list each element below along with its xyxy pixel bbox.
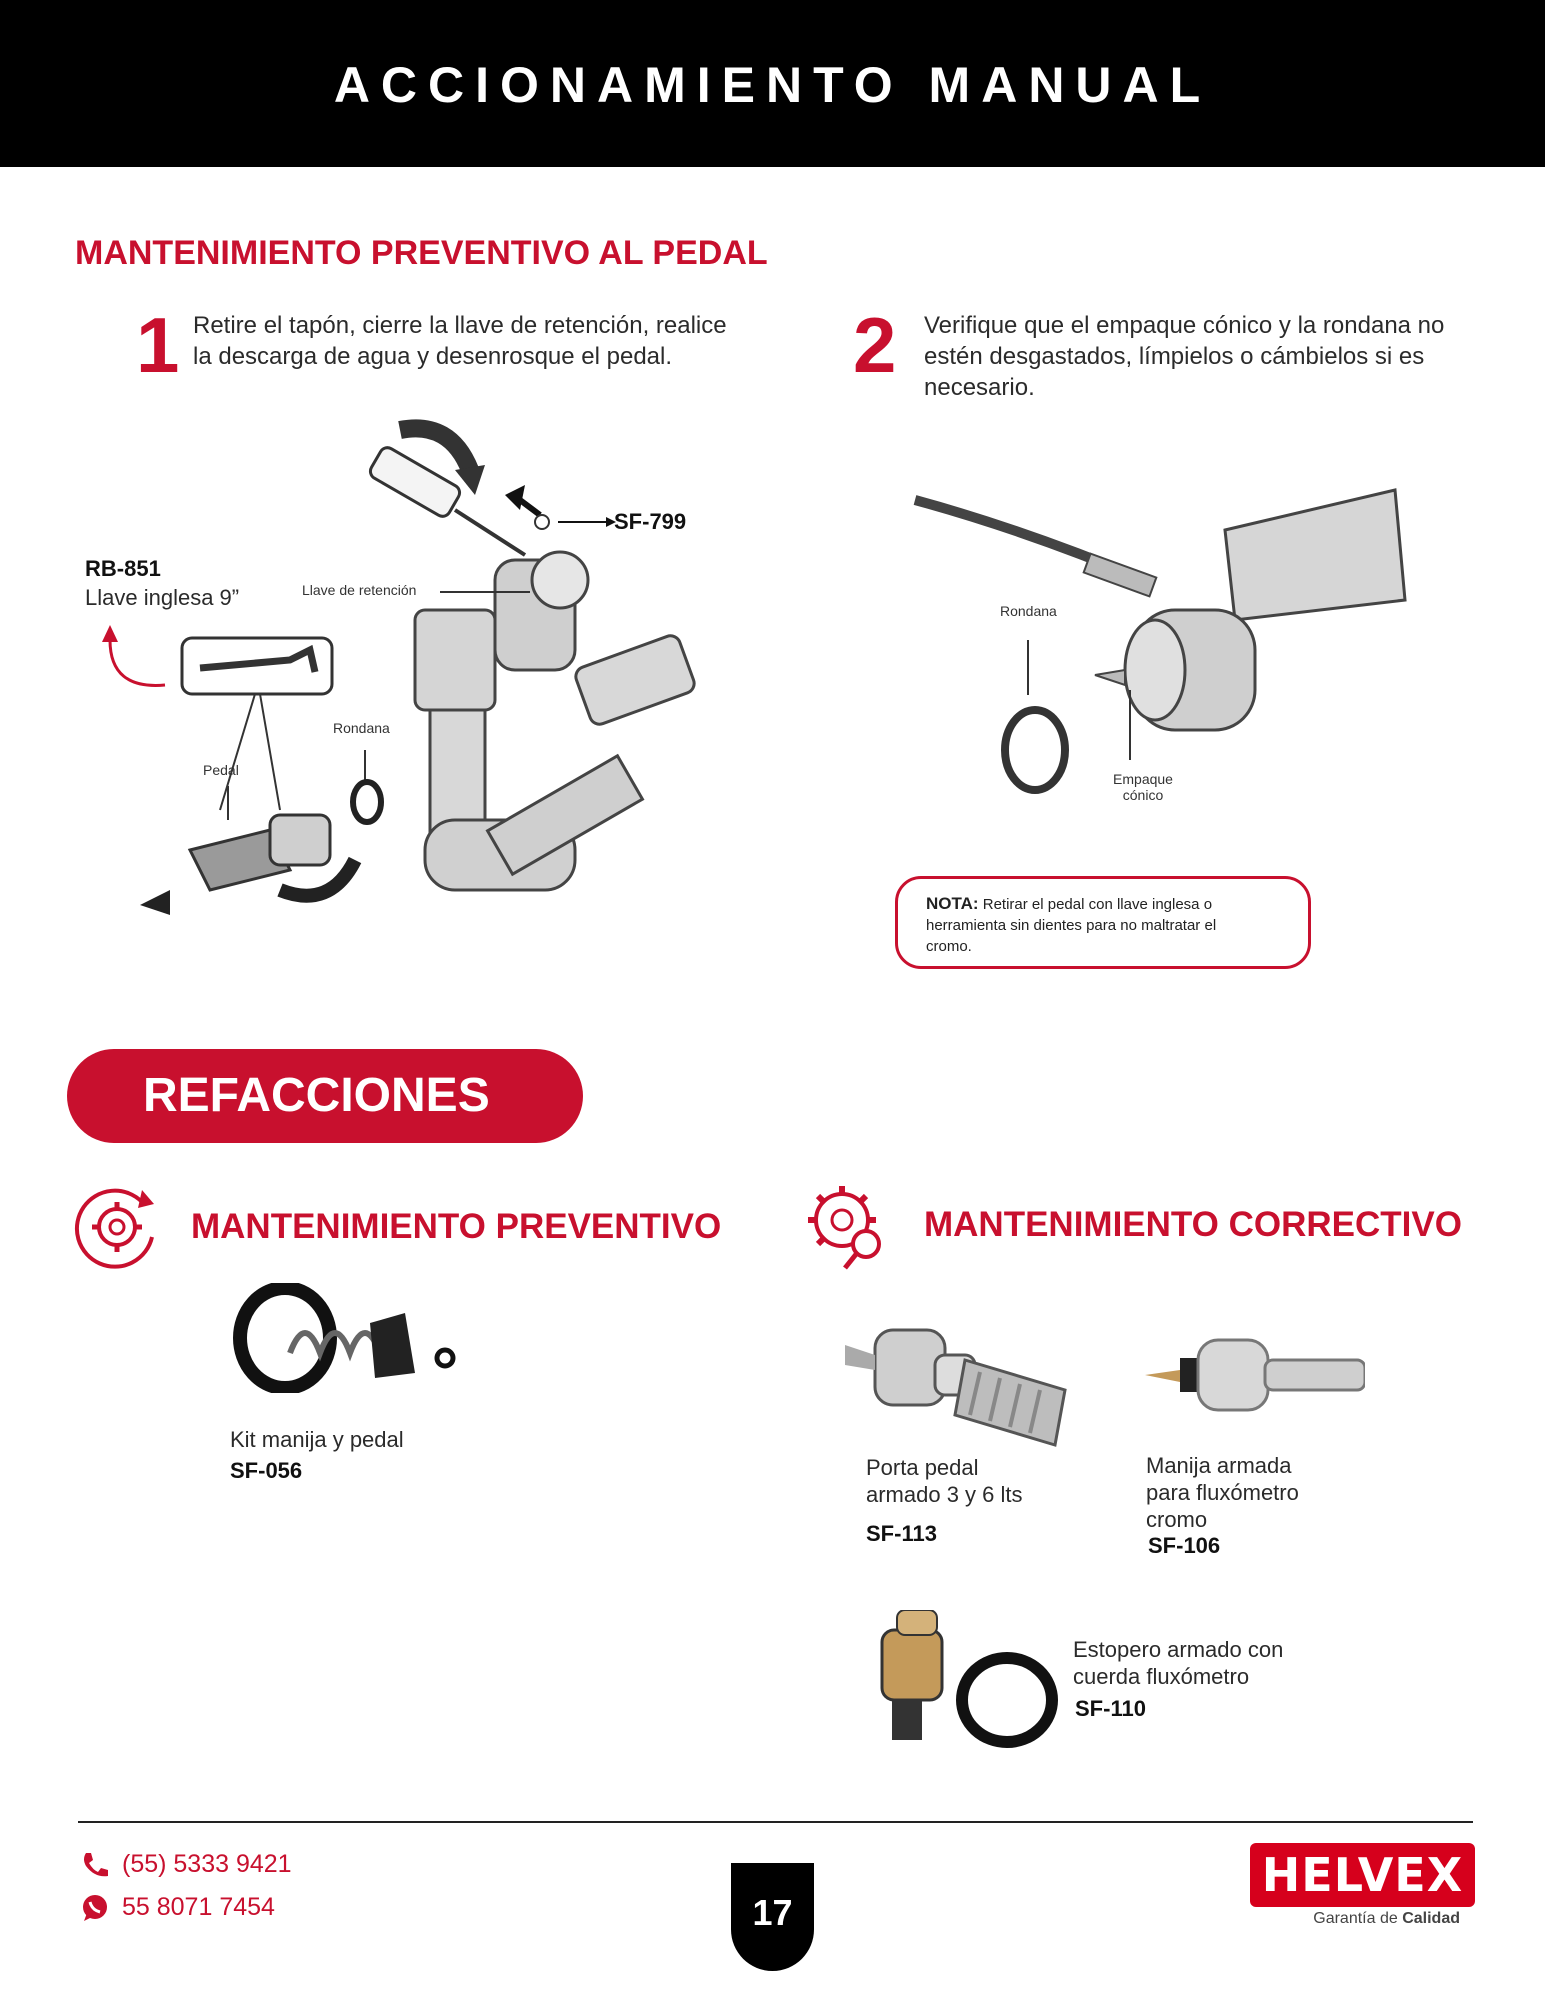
pedal-icon xyxy=(190,815,330,890)
sf113-line-2: armado 3 y 6 lts xyxy=(866,1482,1023,1507)
sf110-line-2: cuerda fluxómetro xyxy=(1073,1664,1250,1689)
label-llave-retencion: Llave de retención xyxy=(302,582,417,598)
label-empaque-conico xyxy=(1108,771,1178,803)
correctivo-title: MANTENIMIENTO CORRECTIVO xyxy=(924,1205,1462,1244)
part-name-sf056: Kit manija y pedal xyxy=(230,1427,404,1452)
footer-divider xyxy=(78,1821,1473,1823)
sf106-line-1: Manija armada xyxy=(1146,1453,1292,1478)
label-rondana-2: Rondana xyxy=(1000,603,1057,619)
preventivo-title: MANTENIMIENTO PREVENTIVO xyxy=(191,1207,722,1246)
label-rondana-1: Rondana xyxy=(333,720,390,736)
part-code-sf106: SF-106 xyxy=(1148,1533,1221,1558)
sf110-line-1: Estopero armado con xyxy=(1073,1637,1284,1662)
pedal-removal-diagram xyxy=(70,410,730,930)
refacciones-pill: REFACCIONES xyxy=(67,1049,583,1143)
part-code-sf110: SF-110 xyxy=(1075,1696,1146,1721)
part-code-sf113: SF-113 xyxy=(866,1521,937,1546)
phone-icon xyxy=(80,1850,110,1880)
nota-line-2: herramienta sin dientes para no maltratar el xyxy=(926,917,1217,934)
whatsapp-number[interactable]: 55 8071 7454 xyxy=(122,1893,275,1921)
brand-tagline xyxy=(1250,1910,1460,1928)
label-pedal: Pedal xyxy=(203,762,239,778)
inspection-diagram xyxy=(905,470,1425,810)
nota-line-3: cromo. xyxy=(926,938,972,955)
valve-body-icon xyxy=(415,552,697,890)
tool-code: RB-851 xyxy=(85,556,161,581)
kit-manija-pedal-image xyxy=(230,1283,460,1393)
porta-pedal-image xyxy=(845,1320,1075,1450)
section-title: MANTENIMIENTO PREVENTIVO AL PEDAL xyxy=(75,234,768,272)
estopero-image xyxy=(862,1610,1062,1755)
phone-number[interactable]: (55) 5333 9421 xyxy=(122,1850,292,1878)
helvex-logo: HELVEX xyxy=(1250,1843,1475,1907)
step-number-1: 1 xyxy=(136,301,180,389)
nota-line-1: Retirar el pedal con llave inglesa o xyxy=(982,896,1213,913)
page-title: ACCIONAMIENTO MANUAL xyxy=(333,57,1212,113)
label-empaque-line-1: Empaque xyxy=(1113,771,1173,787)
tagline-prefix: Garantía de xyxy=(1313,1910,1398,1927)
cap-code: SF-799 xyxy=(614,509,687,534)
part-name-sf106 xyxy=(1146,1452,1299,1533)
page-number: 17 xyxy=(731,1863,814,1971)
tool-name: Llave inglesa 9” xyxy=(85,585,240,610)
sf106-line-3: cromo xyxy=(1146,1507,1208,1532)
step-text-2 xyxy=(924,310,1484,403)
step-2-line-2: estén desgastados, límpielos o cámbielos si es xyxy=(924,343,1425,370)
part-name-sf110 xyxy=(1073,1636,1283,1690)
part-name-sf113 xyxy=(866,1454,1023,1508)
step-1-line-2: la descarga de agua y desenrosque el pedal. xyxy=(193,343,673,370)
step-text-1 xyxy=(193,310,753,372)
step-1-line-1: Retire el tapón, cierre la llave de retención, realice xyxy=(193,312,727,339)
label-empaque-line-2: cónico xyxy=(1122,787,1164,803)
gear-refresh-icon xyxy=(72,1182,162,1272)
nota-box xyxy=(895,876,1311,969)
pedal-icon xyxy=(1225,490,1405,620)
step-2-line-1: Verifique que el empaque cónico y la rondana no xyxy=(924,312,1445,339)
step-number-2: 2 xyxy=(853,301,897,389)
sf106-line-2: para fluxómetro xyxy=(1146,1480,1299,1505)
gear-search-icon xyxy=(800,1180,895,1275)
step-2-line-3: necesario. xyxy=(924,374,1035,401)
sf113-line-1: Porta pedal xyxy=(866,1455,979,1480)
nota-prefix: NOTA: xyxy=(926,894,979,913)
screwdriver-icon xyxy=(368,445,525,555)
rondana-ring-icon xyxy=(353,782,381,822)
part-code-sf056: SF-056 xyxy=(230,1458,303,1483)
manija-armada-image xyxy=(1145,1330,1365,1415)
rondana-ring-icon xyxy=(1005,710,1065,790)
tagline-bold: Calidad xyxy=(1402,1910,1460,1927)
whatsapp-icon xyxy=(80,1893,110,1923)
